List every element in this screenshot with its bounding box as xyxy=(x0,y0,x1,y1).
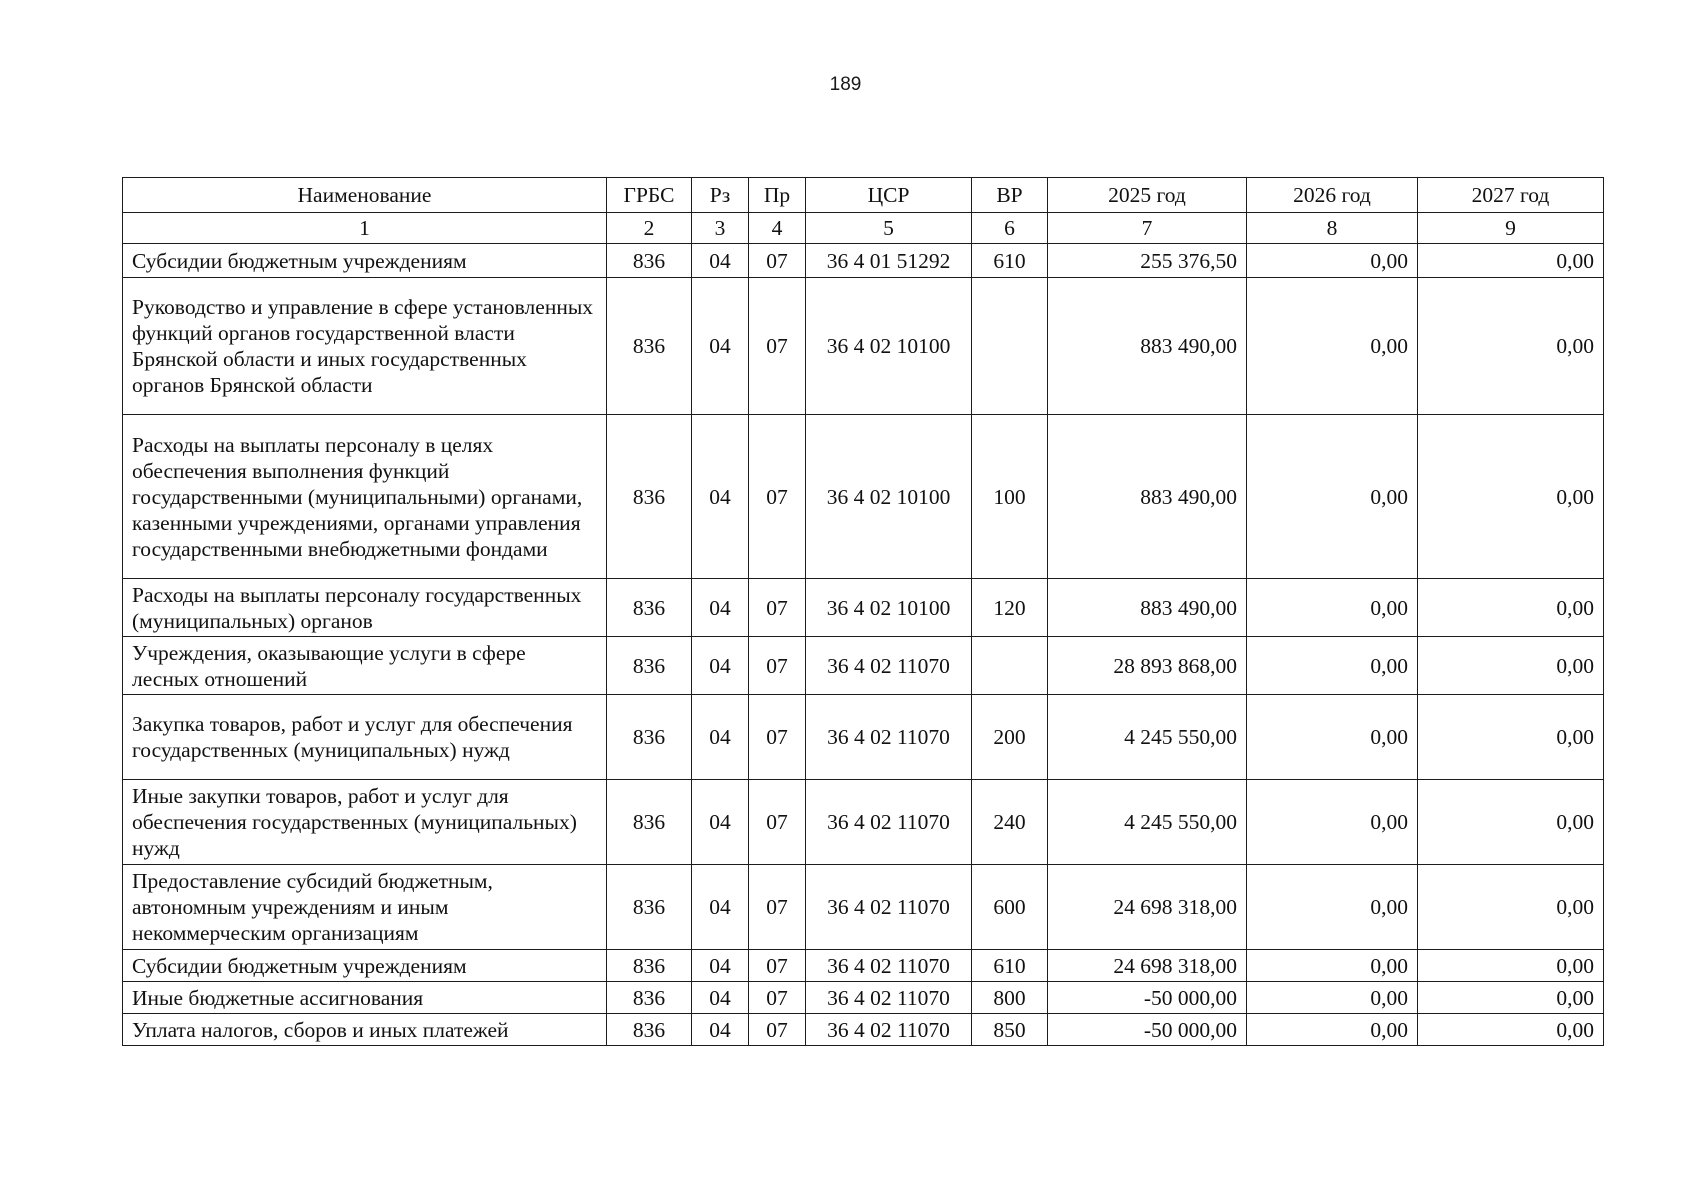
cell-pr: 07 xyxy=(749,780,806,865)
cell-grbs: 836 xyxy=(607,982,692,1014)
cell-2026: 0,00 xyxy=(1247,637,1418,695)
cell-grbs: 836 xyxy=(607,1014,692,1046)
cell-rz: 04 xyxy=(692,415,749,579)
cell-csr: 36 4 02 11070 xyxy=(806,865,972,950)
cell-2026: 0,00 xyxy=(1247,1014,1418,1046)
cell-name: Субсидии бюджетным учреждениям xyxy=(123,950,607,982)
cell-vr: 100 xyxy=(972,415,1048,579)
cell-2026: 0,00 xyxy=(1247,780,1418,865)
column-number: 1 xyxy=(123,213,607,244)
cell-2027: 0,00 xyxy=(1418,982,1604,1014)
cell-csr: 36 4 02 10100 xyxy=(806,415,972,579)
column-number: 3 xyxy=(692,213,749,244)
cell-name: Иные бюджетные ассигнования xyxy=(123,982,607,1014)
cell-2027: 0,00 xyxy=(1418,780,1604,865)
cell-rz: 04 xyxy=(692,579,749,637)
cell-vr xyxy=(972,278,1048,415)
column-number: 9 xyxy=(1418,213,1604,244)
cell-rz: 04 xyxy=(692,780,749,865)
cell-name: Уплата налогов, сборов и иных платежей xyxy=(123,1014,607,1046)
cell-2026: 0,00 xyxy=(1247,244,1418,278)
cell-2027: 0,00 xyxy=(1418,637,1604,695)
cell-2025: 883 490,00 xyxy=(1048,278,1247,415)
column-number: 2 xyxy=(607,213,692,244)
cell-pr: 07 xyxy=(749,278,806,415)
cell-2025: 255 376,50 xyxy=(1048,244,1247,278)
cell-grbs: 836 xyxy=(607,278,692,415)
cell-2027: 0,00 xyxy=(1418,950,1604,982)
cell-csr: 36 4 02 11070 xyxy=(806,982,972,1014)
cell-rz: 04 xyxy=(692,865,749,950)
cell-vr: 610 xyxy=(972,244,1048,278)
cell-csr: 36 4 02 10100 xyxy=(806,278,972,415)
cell-2026: 0,00 xyxy=(1247,278,1418,415)
cell-2026: 0,00 xyxy=(1247,865,1418,950)
cell-pr: 07 xyxy=(749,865,806,950)
cell-grbs: 836 xyxy=(607,244,692,278)
cell-2027: 0,00 xyxy=(1418,1014,1604,1046)
cell-2025: 24 698 318,00 xyxy=(1048,950,1247,982)
cell-2025: -50 000,00 xyxy=(1048,982,1247,1014)
page-number: 189 xyxy=(829,74,862,95)
cell-pr: 07 xyxy=(749,637,806,695)
table-row xyxy=(123,950,1604,982)
header-2027: 2027 год xyxy=(1418,178,1604,213)
cell-pr: 07 xyxy=(749,244,806,278)
table-row xyxy=(123,780,1604,865)
cell-2027: 0,00 xyxy=(1418,278,1604,415)
table-header-row xyxy=(123,178,1604,213)
cell-2027: 0,00 xyxy=(1418,244,1604,278)
cell-name: Расходы на выплаты персоналу в целях обеспечения выполнения функций государственными (муниципальными) органами, казенными учреждениями, органами управления государственными внебюджетными фондами xyxy=(123,415,607,579)
cell-name: Предоставление субсидий бюджетным, автономным учреждениям и иным некоммерческим организациям xyxy=(123,865,607,950)
header-2025: 2025 год xyxy=(1048,178,1247,213)
cell-grbs: 836 xyxy=(607,415,692,579)
column-number-row xyxy=(123,213,1604,244)
cell-csr: 36 4 02 11070 xyxy=(806,780,972,865)
cell-2025: 883 490,00 xyxy=(1048,415,1247,579)
header-vr: ВР xyxy=(972,178,1048,213)
cell-name: Руководство и управление в сфере установленных функций органов государственной власти Брянской области и иных государственных органов Брянской области xyxy=(123,278,607,415)
table-row xyxy=(123,415,1604,579)
cell-name: Иные закупки товаров, работ и услуг для обеспечения государственных (муниципальных) нужд xyxy=(123,780,607,865)
cell-csr: 36 4 02 11070 xyxy=(806,950,972,982)
column-number: 5 xyxy=(806,213,972,244)
cell-rz: 04 xyxy=(692,982,749,1014)
cell-2025: 4 245 550,00 xyxy=(1048,780,1247,865)
cell-vr: 120 xyxy=(972,579,1048,637)
cell-grbs: 836 xyxy=(607,637,692,695)
cell-2025: 883 490,00 xyxy=(1048,579,1247,637)
cell-csr: 36 4 02 11070 xyxy=(806,1014,972,1046)
cell-rz: 04 xyxy=(692,278,749,415)
header-name: Наименование xyxy=(123,178,607,213)
cell-pr: 07 xyxy=(749,415,806,579)
table-row xyxy=(123,244,1604,278)
cell-vr: 850 xyxy=(972,1014,1048,1046)
cell-2025: 24 698 318,00 xyxy=(1048,865,1247,950)
cell-2026: 0,00 xyxy=(1247,982,1418,1014)
cell-rz: 04 xyxy=(692,695,749,780)
header-2026: 2026 год xyxy=(1247,178,1418,213)
cell-grbs: 836 xyxy=(607,865,692,950)
cell-name: Учреждения, оказывающие услуги в сфере лесных отношений xyxy=(123,637,607,695)
cell-csr: 36 4 02 10100 xyxy=(806,579,972,637)
cell-2027: 0,00 xyxy=(1418,695,1604,780)
cell-vr xyxy=(972,637,1048,695)
cell-2026: 0,00 xyxy=(1247,695,1418,780)
table-row xyxy=(123,695,1604,780)
cell-pr: 07 xyxy=(749,1014,806,1046)
budget-table xyxy=(122,177,1604,1046)
cell-vr: 600 xyxy=(972,865,1048,950)
table-row xyxy=(123,982,1604,1014)
header-rz: Рз xyxy=(692,178,749,213)
cell-pr: 07 xyxy=(749,695,806,780)
header-grbs: ГРБС xyxy=(607,178,692,213)
cell-vr: 610 xyxy=(972,950,1048,982)
cell-2027: 0,00 xyxy=(1418,865,1604,950)
cell-grbs: 836 xyxy=(607,780,692,865)
cell-2025: -50 000,00 xyxy=(1048,1014,1247,1046)
cell-rz: 04 xyxy=(692,1014,749,1046)
cell-2026: 0,00 xyxy=(1247,415,1418,579)
cell-2026: 0,00 xyxy=(1247,950,1418,982)
table-row xyxy=(123,637,1604,695)
cell-2025: 28 893 868,00 xyxy=(1048,637,1247,695)
cell-pr: 07 xyxy=(749,982,806,1014)
column-number: 6 xyxy=(972,213,1048,244)
cell-rz: 04 xyxy=(692,244,749,278)
table-row xyxy=(123,579,1604,637)
cell-pr: 07 xyxy=(749,579,806,637)
cell-name: Закупка товаров, работ и услуг для обеспечения государственных (муниципальных) нужд xyxy=(123,695,607,780)
cell-grbs: 836 xyxy=(607,695,692,780)
cell-vr: 240 xyxy=(972,780,1048,865)
header-pr: Пр xyxy=(749,178,806,213)
column-number: 4 xyxy=(749,213,806,244)
cell-csr: 36 4 02 11070 xyxy=(806,695,972,780)
cell-name: Субсидии бюджетным учреждениям xyxy=(123,244,607,278)
cell-rz: 04 xyxy=(692,637,749,695)
column-number: 7 xyxy=(1048,213,1247,244)
cell-csr: 36 4 02 11070 xyxy=(806,637,972,695)
cell-vr: 200 xyxy=(972,695,1048,780)
cell-vr: 800 xyxy=(972,982,1048,1014)
cell-2027: 0,00 xyxy=(1418,579,1604,637)
cell-name: Расходы на выплаты персоналу государственных (муниципальных) органов xyxy=(123,579,607,637)
cell-rz: 04 xyxy=(692,950,749,982)
cell-grbs: 836 xyxy=(607,950,692,982)
cell-pr: 07 xyxy=(749,950,806,982)
cell-2027: 0,00 xyxy=(1418,415,1604,579)
column-number: 8 xyxy=(1247,213,1418,244)
table-row xyxy=(123,1014,1604,1046)
cell-grbs: 836 xyxy=(607,579,692,637)
cell-2026: 0,00 xyxy=(1247,579,1418,637)
table-row xyxy=(123,865,1604,950)
cell-csr: 36 4 01 51292 xyxy=(806,244,972,278)
header-csr: ЦСР xyxy=(806,178,972,213)
cell-2025: 4 245 550,00 xyxy=(1048,695,1247,780)
table-row xyxy=(123,278,1604,415)
